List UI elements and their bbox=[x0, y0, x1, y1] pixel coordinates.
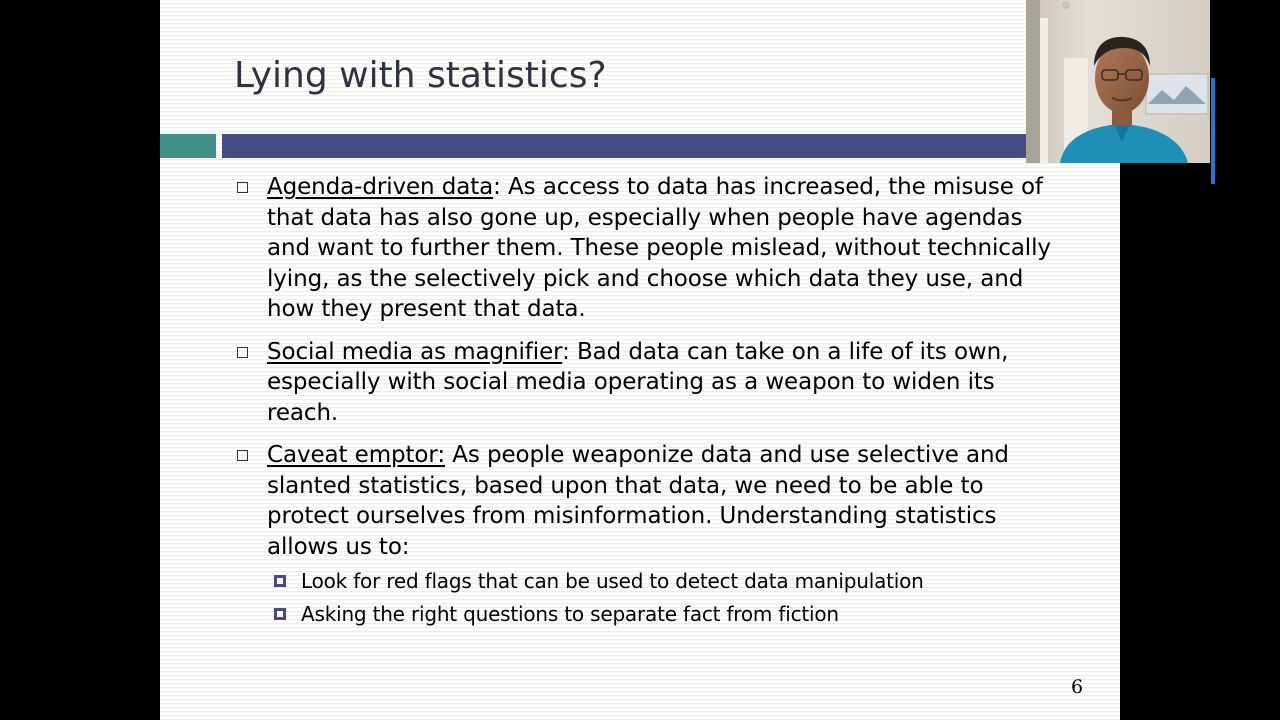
bullet-text: : Bad data can take on a life of its own, especially with social media operating as a weapon to widen its reach. bbox=[267, 338, 1009, 426]
ceiling-light bbox=[1062, 1, 1070, 9]
sub-bullet-list bbox=[267, 566, 1070, 629]
webcam-side-accent bbox=[1211, 78, 1215, 184]
door-frame bbox=[1026, 0, 1040, 163]
bullet-agenda-driven-data bbox=[234, 172, 1070, 325]
sub-bullet-right-questions bbox=[267, 599, 1070, 629]
square-bullet-icon bbox=[237, 182, 248, 193]
presenter-video-illustration bbox=[1026, 0, 1210, 163]
bullet-term: Social media as magnifier bbox=[267, 338, 563, 365]
slide-number: 6 bbox=[1071, 676, 1084, 698]
door-edge bbox=[1040, 18, 1048, 163]
presenter-webcam-overlay bbox=[1026, 0, 1210, 163]
wall-picture bbox=[1146, 74, 1208, 114]
title-accent-bar-navy bbox=[222, 134, 1120, 158]
bullet-caveat-emptor bbox=[234, 440, 1070, 629]
title-accent-bar-teal bbox=[160, 134, 216, 158]
slide-title: Lying with statistics? bbox=[234, 55, 607, 96]
filled-square-bullet-icon bbox=[274, 575, 286, 587]
presentation-slide bbox=[160, 0, 1120, 720]
square-bullet-icon bbox=[237, 450, 248, 461]
bullet-text: : As access to data has increased, the misuse of that data has also gone up, especially when people have agendas and want to further them. These people mislead, without technically lying, as the selectively pick and choose which data they use, and how they present that data. bbox=[267, 174, 1051, 322]
square-bullet-icon bbox=[237, 347, 248, 358]
sub-bullet-red-flags bbox=[267, 566, 1070, 596]
bullet-text: As people weaponize data and use selective and slanted statistics, based upon that data, we need to be able to protect ourselves from misinformation. Understanding statistics allows us to: bbox=[267, 442, 1009, 560]
filled-square-bullet-icon bbox=[274, 608, 286, 620]
bullet-term: Caveat emptor: bbox=[267, 442, 445, 468]
bullet-social-media-as-magnifier bbox=[234, 337, 1070, 429]
bullet-term: Agenda-driven data bbox=[267, 174, 494, 200]
bullet-list bbox=[234, 172, 1070, 641]
sub-bullet-text: Look for red flags that can be used to detect data manipulation bbox=[301, 569, 924, 593]
sub-bullet-text: Asking the right questions to separate fact from fiction bbox=[301, 602, 839, 626]
